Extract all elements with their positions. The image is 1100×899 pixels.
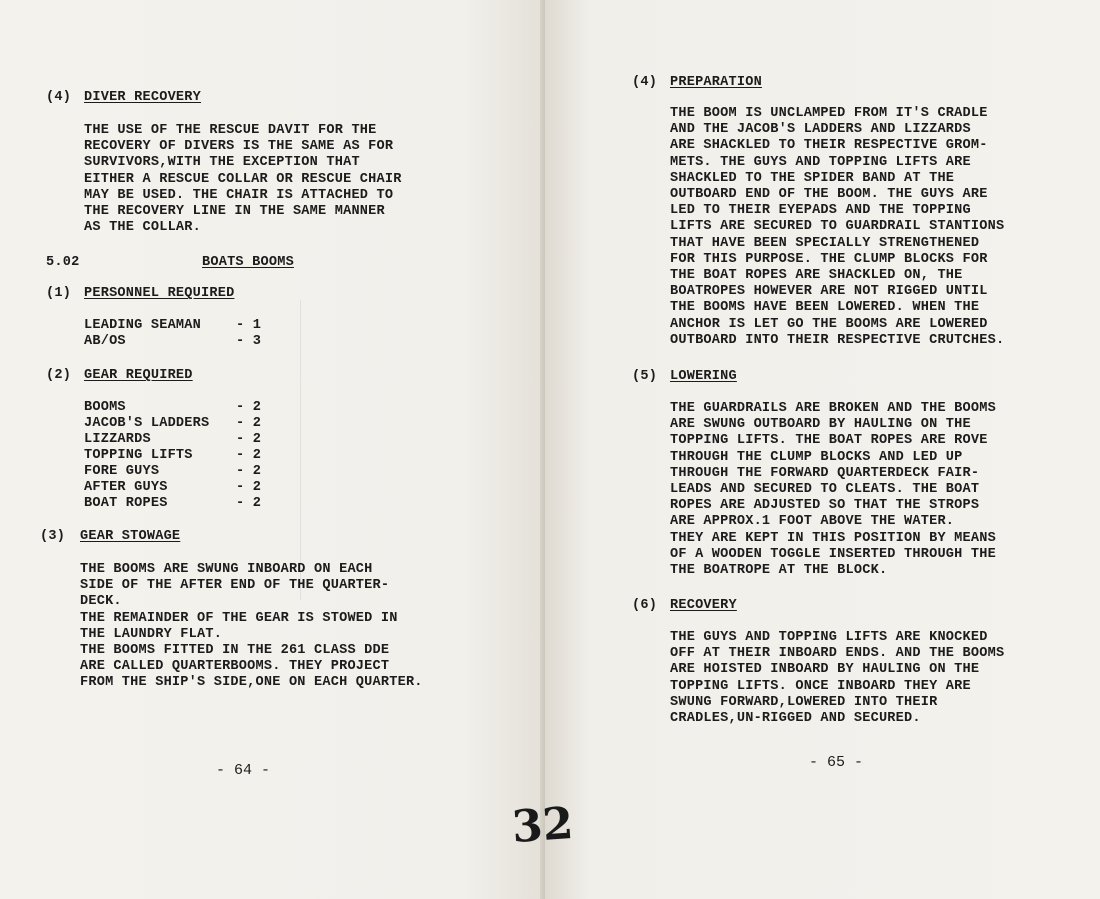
gear-item-name: BOOMS xyxy=(84,400,126,415)
preparation-number: (4) xyxy=(632,75,658,90)
gear-item-qty: - 2 xyxy=(236,464,262,479)
handwritten-sheet-number: 32 xyxy=(510,797,575,854)
personnel-item-name: LEADING SEAMAN xyxy=(84,318,202,333)
lowering-body: THE GUARDRAILS ARE BROKEN AND THE BOOMS ARE SWUNG OUTBOARD BY HAULING ON THE TOPPING LIFTS. THE BOAT ROPES ARE ROVE THROUGH THE CLUMP BLOCKS AND LED UP THROUGH THE FORWARD QUARTERDECK FAIR- LEADS AND SECURED TO CLEATS. THE BOAT ROPES ARE ADJUSTED SO THAT THE STROPS ARE APPROX.1 FOOT ABOVE THE WATER. THEY ARE KEPT IN THIS POSITION BY MEANS OF A WOODEN TOGGLE INSERTED THROUGH THE THE BOATROPE AT THE BLOCK. xyxy=(670,401,996,579)
gear-item-name: AFTER GUYS xyxy=(84,480,168,495)
diver-recovery-body: THE USE OF THE RESCUE DAVIT FOR THE RECOVERY OF DIVERS IS THE SAME AS FOR SURVIVORS,WITH THE EXCEPTION THAT EITHER A RESCUE COLLAR OR RESCUE CHAIR MAY BE USED. THE CHAIR IS ATTACHED TO THE RECOVERY LINE IN THE SAME MANNER AS THE COLLAR. xyxy=(84,123,402,236)
right-page xyxy=(545,0,1100,899)
stowage-body: THE BOOMS ARE SWUNG INBOARD ON EACH SIDE OF THE AFTER END OF THE QUARTER- DECK. THE REMAINDER OF THE GEAR IS STOWED IN THE LAUNDRY FLAT. THE BOOMS FITTED IN THE 261 CLASS DDE ARE CALLED QUARTERBOOMS. THEY PROJECT FROM THE SHIP'S SIDE,ONE ON EACH QUARTER. xyxy=(80,562,423,691)
recovery-number: (6) xyxy=(632,598,658,613)
bleed-through-shadow xyxy=(300,300,501,600)
recovery-heading: RECOVERY xyxy=(670,598,737,613)
lowering-number: (5) xyxy=(632,369,658,384)
personnel-item-qty: - 1 xyxy=(236,318,262,333)
gear-heading: GEAR REQUIRED xyxy=(84,368,193,383)
gear-number: (2) xyxy=(46,368,72,383)
section-title: BOATS BOOMS xyxy=(202,255,294,270)
gear-item-name: JACOB'S LADDERS xyxy=(84,416,210,431)
gear-item-qty: - 2 xyxy=(236,400,262,415)
preparation-heading: PREPARATION xyxy=(670,75,762,90)
section-number: 5.02 xyxy=(46,255,80,270)
gear-item-qty: - 2 xyxy=(236,416,262,431)
gear-item-name: TOPPING LIFTS xyxy=(84,448,193,463)
left-page xyxy=(0,0,545,899)
diver-recovery-number: (4) xyxy=(46,90,72,105)
gear-item-name: BOAT ROPES xyxy=(84,496,168,511)
gear-item-qty: - 2 xyxy=(236,480,262,495)
diver-recovery-heading: DIVER RECOVERY xyxy=(84,90,202,105)
gear-item-name: FORE GUYS xyxy=(84,464,160,479)
gear-item-qty: - 2 xyxy=(236,496,262,511)
personnel-item-qty: - 3 xyxy=(236,334,262,349)
recovery-body: THE GUYS AND TOPPING LIFTS ARE KNOCKED OFF AT THEIR INBOARD ENDS. AND THE BOOMS ARE HOISTED INBOARD BY HAULING ON THE TOPPING LIFTS. ONCE INBOARD THEY ARE SWUNG FORWARD,LOWERED INTO THEIR CRADLES,UN-RIGGED AND SECURED. xyxy=(670,630,1005,727)
gear-item-qty: - 2 xyxy=(236,432,262,447)
stowage-number: (3) xyxy=(40,529,66,544)
stowage-heading: GEAR STOWAGE xyxy=(80,529,181,544)
right-page-number: - 65 - xyxy=(809,754,864,771)
personnel-item-name: AB/OS xyxy=(84,334,126,349)
gear-item-name: LIZZARDS xyxy=(84,432,151,447)
personnel-number: (1) xyxy=(46,286,72,301)
personnel-heading: PERSONNEL REQUIRED xyxy=(84,286,235,301)
gear-item-qty: - 2 xyxy=(236,448,262,463)
preparation-body: THE BOOM IS UNCLAMPED FROM IT'S CRADLE AND THE JACOB'S LADDERS AND LIZZARDS ARE SHACKLED TO THEIR RESPECTIVE GROM- METS. THE GUYS AND TOPPING LIFTS ARE SHACKLED TO THE SPIDER BAND AT THE OUTBOARD END OF THE BOOM. THE GUYS ARE LED TO THEIR EYEPADS AND THE TOPPING LIFTS ARE SECURED TO GUARDRAIL STANTIONS THAT HAVE BEEN SPECIALLY STRENGTHENED FOR THIS PURPOSE. THE CLUMP BLOCKS FOR THE BOAT ROPES ARE SHACKLED ON, THE BOATROPES HOWEVER ARE NOT RIGGED UNTIL THE BOOMS HAVE BEEN LOWERED. WHEN THE ANCHOR IS LET GO THE BOOMS ARE LOWERED OUTBOARD INTO THEIR RESPECTIVE CRUTCHES. xyxy=(670,106,1005,348)
left-page-number: - 64 - xyxy=(216,762,271,779)
lowering-heading: LOWERING xyxy=(670,369,737,384)
